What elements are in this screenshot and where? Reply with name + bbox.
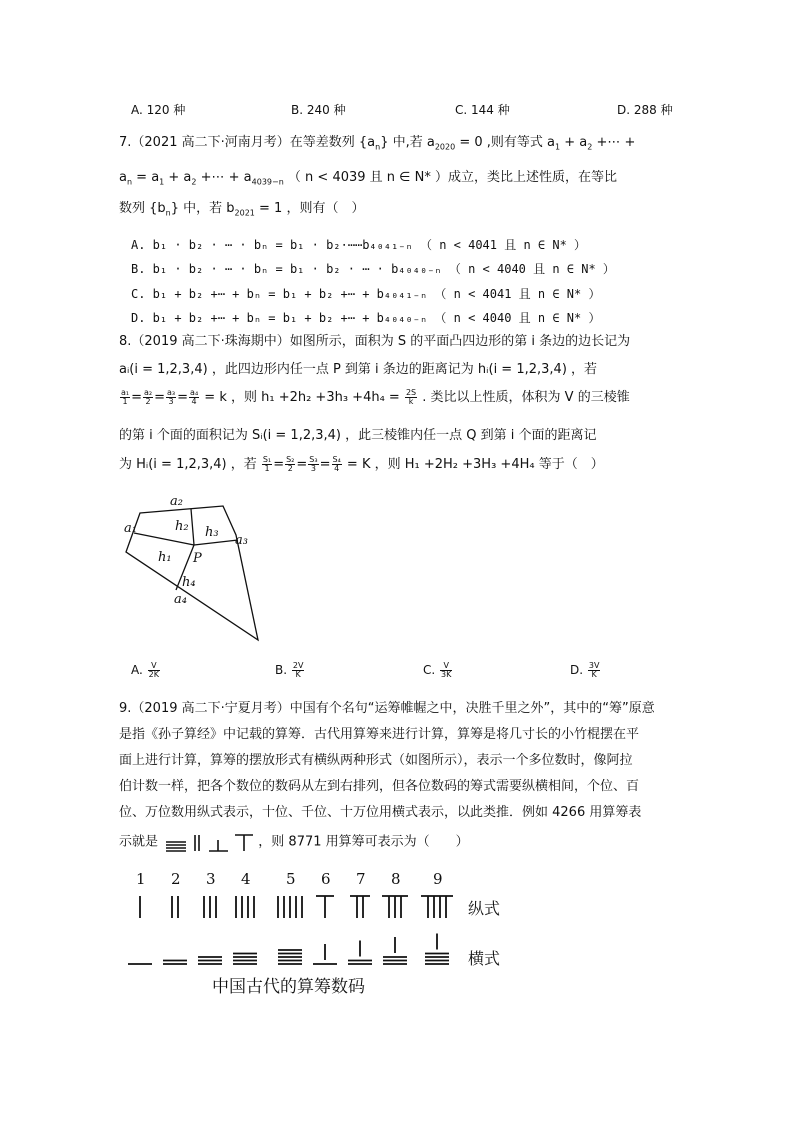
q8-option-a: A. $\frac{V}{2K}$ <box>131 661 159 679</box>
frac-s4: $\frac{\text{S₄}}{4}$ <box>332 455 341 473</box>
q6-option-b: B. 240 种 <box>291 103 346 117</box>
digit-label-6: 6 <box>321 870 331 888</box>
quadrilateral-figure <box>118 490 268 645</box>
q6-option-a: A. 120 种 <box>131 103 186 117</box>
digit-label-2: 2 <box>171 870 181 888</box>
q7-option-a: A. b₁ · b₂ · ⋯ · bₙ = b₁ · b₂⋅⋯⋯b₄₀₄₁₋ₙ （ n < 4041 且 n ∈ N* ） <box>131 238 587 252</box>
digit-label-7: 7 <box>356 870 366 888</box>
rod-numeral-4266 <box>162 832 254 852</box>
digit-label-4: 4 <box>241 870 251 888</box>
frac-s1: $\frac{\text{S₁}}{1}$ <box>262 455 272 473</box>
q9-line2: 是指《孙子算经》中记载的算筹．古代用算筹来进行计算，算筹是将几寸长的小竹棍摆在平 <box>119 727 640 742</box>
digit-label-9: 9 <box>433 870 443 888</box>
frac-a3: $\frac{\text{a₃}}{3}$ <box>167 388 176 406</box>
digit-label-8: 8 <box>391 870 401 888</box>
q8-option-b: B. $\frac{2V}{K}$ <box>275 661 304 679</box>
digit-label-1: 1 <box>136 870 146 888</box>
label-horizontal-form: 横式 <box>468 949 501 968</box>
frac-a1: $\frac{\text{a₁}}{1}$ <box>121 388 130 406</box>
digit-label-3: 3 <box>206 870 216 888</box>
frac-a2: $\frac{\text{a₂}}{2}$ <box>144 388 153 406</box>
q9-line4: 伯计数一样，把各个数位的数码从左到右排列，但各位数码的筹式需要纵横相间，个位、百 <box>119 779 640 794</box>
label-h4: h₄ <box>182 575 196 590</box>
q7-option-c: C. b₁ + b₂ +⋯ + bₙ = b₁ + b₂ +⋯ + b₄₀₄₁₋ₙ （ n < 4041 且 n ∈ N* ） <box>131 287 601 301</box>
q8-line5: 为 Hᵢ(i = 1,2,3,4) ，若 $\frac{\text{S₁}}{1}$ = $\frac{\text{S₂}}{2}$ = $\frac{\text{S₃}}{3}$ = $\frac{\text{S₄}}{4}$ = K ，则 H₁ +2H₂ +3H₃ +4H₄ 等于（ ） <box>119 455 604 473</box>
label-a3: a₃ <box>235 533 248 548</box>
label-a1: a₁ <box>124 521 137 536</box>
label-h3: h₃ <box>205 525 219 540</box>
q9-line6: 示就是 ，则 8771 用算筹可表示为（ ） <box>119 832 675 852</box>
q8-line3: $\frac{\text{a₁}}{1}$ = $\frac{\text{a₂}}{2}$ = $\frac{\text{a₃}}{3}$ = $\frac{\text{a₄}}{4}$ = k ，则 h₁ +2h₂ +3h₃ +4h₄ = $\frac{2S}{k}$ . 类比以上性质，体积为 V 的三棱锥 <box>121 388 630 406</box>
frac-a4: $\frac{\text{a₄}}{4}$ <box>190 388 199 406</box>
frac-2s-k: $\frac{2S}{k}$ <box>405 388 417 406</box>
digit-label-5: 5 <box>286 870 296 888</box>
label-a4: a₄ <box>174 592 187 607</box>
q7-line1: 7.（2021 高二下·河南月考）在等差数列 $\{a_n\}$ 中,若 $a_{2020} = 0$ ,则有等式 $a_1 + a_2$ +⋯ + <box>119 135 636 152</box>
q9-line3: 面上进行计算，算筹的摆放形式有横纵两种形式（如图所示），表示一个多位数时，像阿拉 <box>119 753 633 768</box>
q9-line5: 位、万位数用纵式表示，十位、千位、十万位用横式表示，以此类推．例如 4266 用算筹表 <box>119 805 642 820</box>
q9-line1: 9.（2019 高二下·宁夏月考）中国有个名句“运筹帷幄之中，决胜千里之外”，其中的“筹”原意 <box>119 701 655 716</box>
q8-line2: aᵢ(i = 1,2,3,4) ，此四边形内任一点 P 到第 i 条边的距离记为 hᵢ(i = 1,2,3,4) ，若 <box>119 362 598 377</box>
rod-numerals-figure <box>120 868 520 1000</box>
label-a2: a₂ <box>170 494 183 509</box>
label-h1: h₁ <box>158 550 172 565</box>
q8-line1: 8.（2019 高二下·珠海期中）如图所示，面积为 S 的平面凸四边形的第 i 条边的边长记为 <box>119 334 631 349</box>
segment-h3 <box>194 540 238 545</box>
label-p: P <box>193 551 202 566</box>
q7-line3: 数列 $\{b_n\}$ 中，若 $b_{2021} = 1$ ，则有（ ） <box>119 201 365 218</box>
figure-caption: 中国古代的算筹数码 <box>212 977 365 997</box>
q7-option-b: B. b₁ · b₂ · ⋯ · bₙ = b₁ · b₂ · ⋯ · b₄₀₄₀₋ₙ （ n < 4040 且 n ∈ N* ） <box>131 262 615 276</box>
q6-option-c: C. 144 种 <box>455 103 510 117</box>
q7-line2: $a_n = a_1 + a_2$ +⋯ + $a_{4039-n}$ （ n < 4039 且 n ∈ N* ）成立，类比上述性质，在等比 <box>119 170 617 187</box>
label-h2: h₂ <box>175 519 189 534</box>
frac-s3: $\frac{\text{S₃}}{3}$ <box>309 455 318 473</box>
q7-option-d: D. b₁ + b₂ +⋯ + bₙ = b₁ + b₂ +⋯ + b₄₀₄₀₋ₙ （ n < 4040 且 n ∈ N* ） <box>131 311 601 325</box>
label-vertical-form: 纵式 <box>468 899 501 918</box>
segment-h2 <box>191 509 194 545</box>
segment-h1 <box>134 533 194 545</box>
q8-line4: 的第 i 个面的面积记为 Sᵢ(i = 1,2,3,4) ，此三棱锥内任一点 Q 到第 i 个面的距离记 <box>119 428 597 443</box>
q6-option-d: D. 288 种 <box>617 103 673 117</box>
q8-option-c: C. $\frac{V}{3K}$ <box>423 661 452 679</box>
q8-option-d: D. $\frac{3V}{K}$ <box>570 661 600 679</box>
frac-s2: $\frac{\text{S₂}}{2}$ <box>286 455 295 473</box>
